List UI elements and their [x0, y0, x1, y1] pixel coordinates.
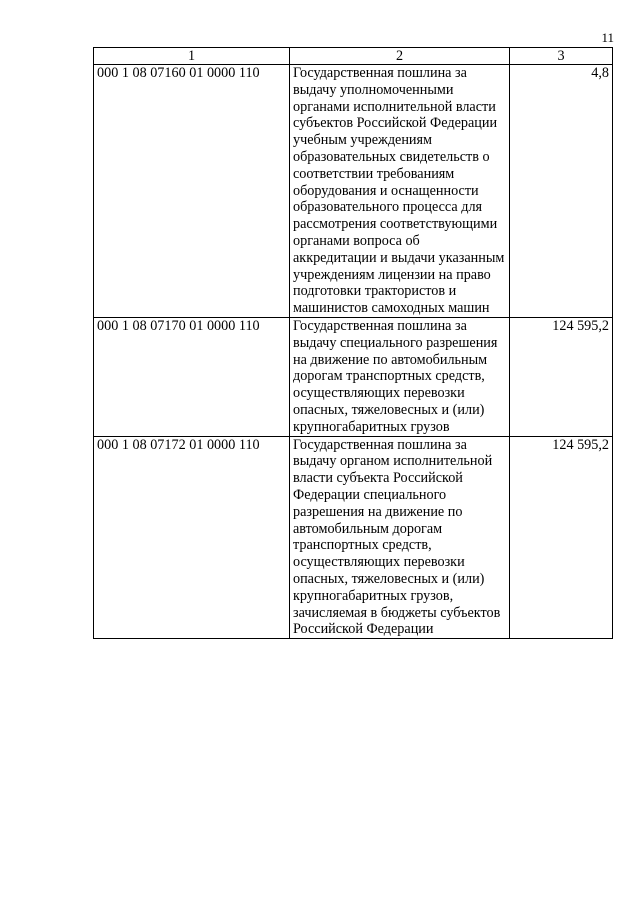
row-description: Государственная пошлина за выдачу специального разрешения на движение по автомобильным дорогам транспортных средств, осуществляющих перевозки опасных, тяжеловесных и (или) крупногабаритных грузов: [290, 317, 510, 436]
column-header-1: 1: [94, 48, 290, 65]
page-number: 11: [601, 30, 614, 45]
table-header-row: [94, 48, 613, 65]
row-amount: 124 595,2: [510, 317, 613, 436]
row-amount: 124 595,2: [510, 436, 613, 639]
row-description: Государственная пошлина за выдачу органом исполнительной власти субъекта Российской Федерации специального разрешения на движение по автомобильным дорогам транспортных средств, осуществляющих перевозки опасных, тяжеловесных и (или) крупногабаритных грузов, зачисляемая в бюджеты субъектов Российской Федерации: [290, 436, 510, 639]
column-header-2: 2: [290, 48, 510, 65]
budget-table: [93, 47, 613, 639]
column-header-3: 3: [510, 48, 613, 65]
budget-code: 000 1 08 07170 01 0000 110: [94, 317, 290, 436]
table-row: [94, 436, 613, 639]
row-description: Государственная пошлина за выдачу уполномоченными органами исполнительной власти субъектов Российской Федерации учебным учреждениям образовательных свидетельств о соответствии требованиям оборудования и оснащенности образовательного процесса для рассмотрения соответствующими органами вопроса об аккредитации и выдачи указанным учреждениям лицензии на право подготовки трактористов и машинистов самоходных машин: [290, 65, 510, 318]
row-amount: 4,8: [510, 65, 613, 318]
budget-code: 000 1 08 07160 01 0000 110: [94, 65, 290, 318]
budget-code: 000 1 08 07172 01 0000 110: [94, 436, 290, 639]
table-row: [94, 65, 613, 318]
table-row: [94, 317, 613, 436]
